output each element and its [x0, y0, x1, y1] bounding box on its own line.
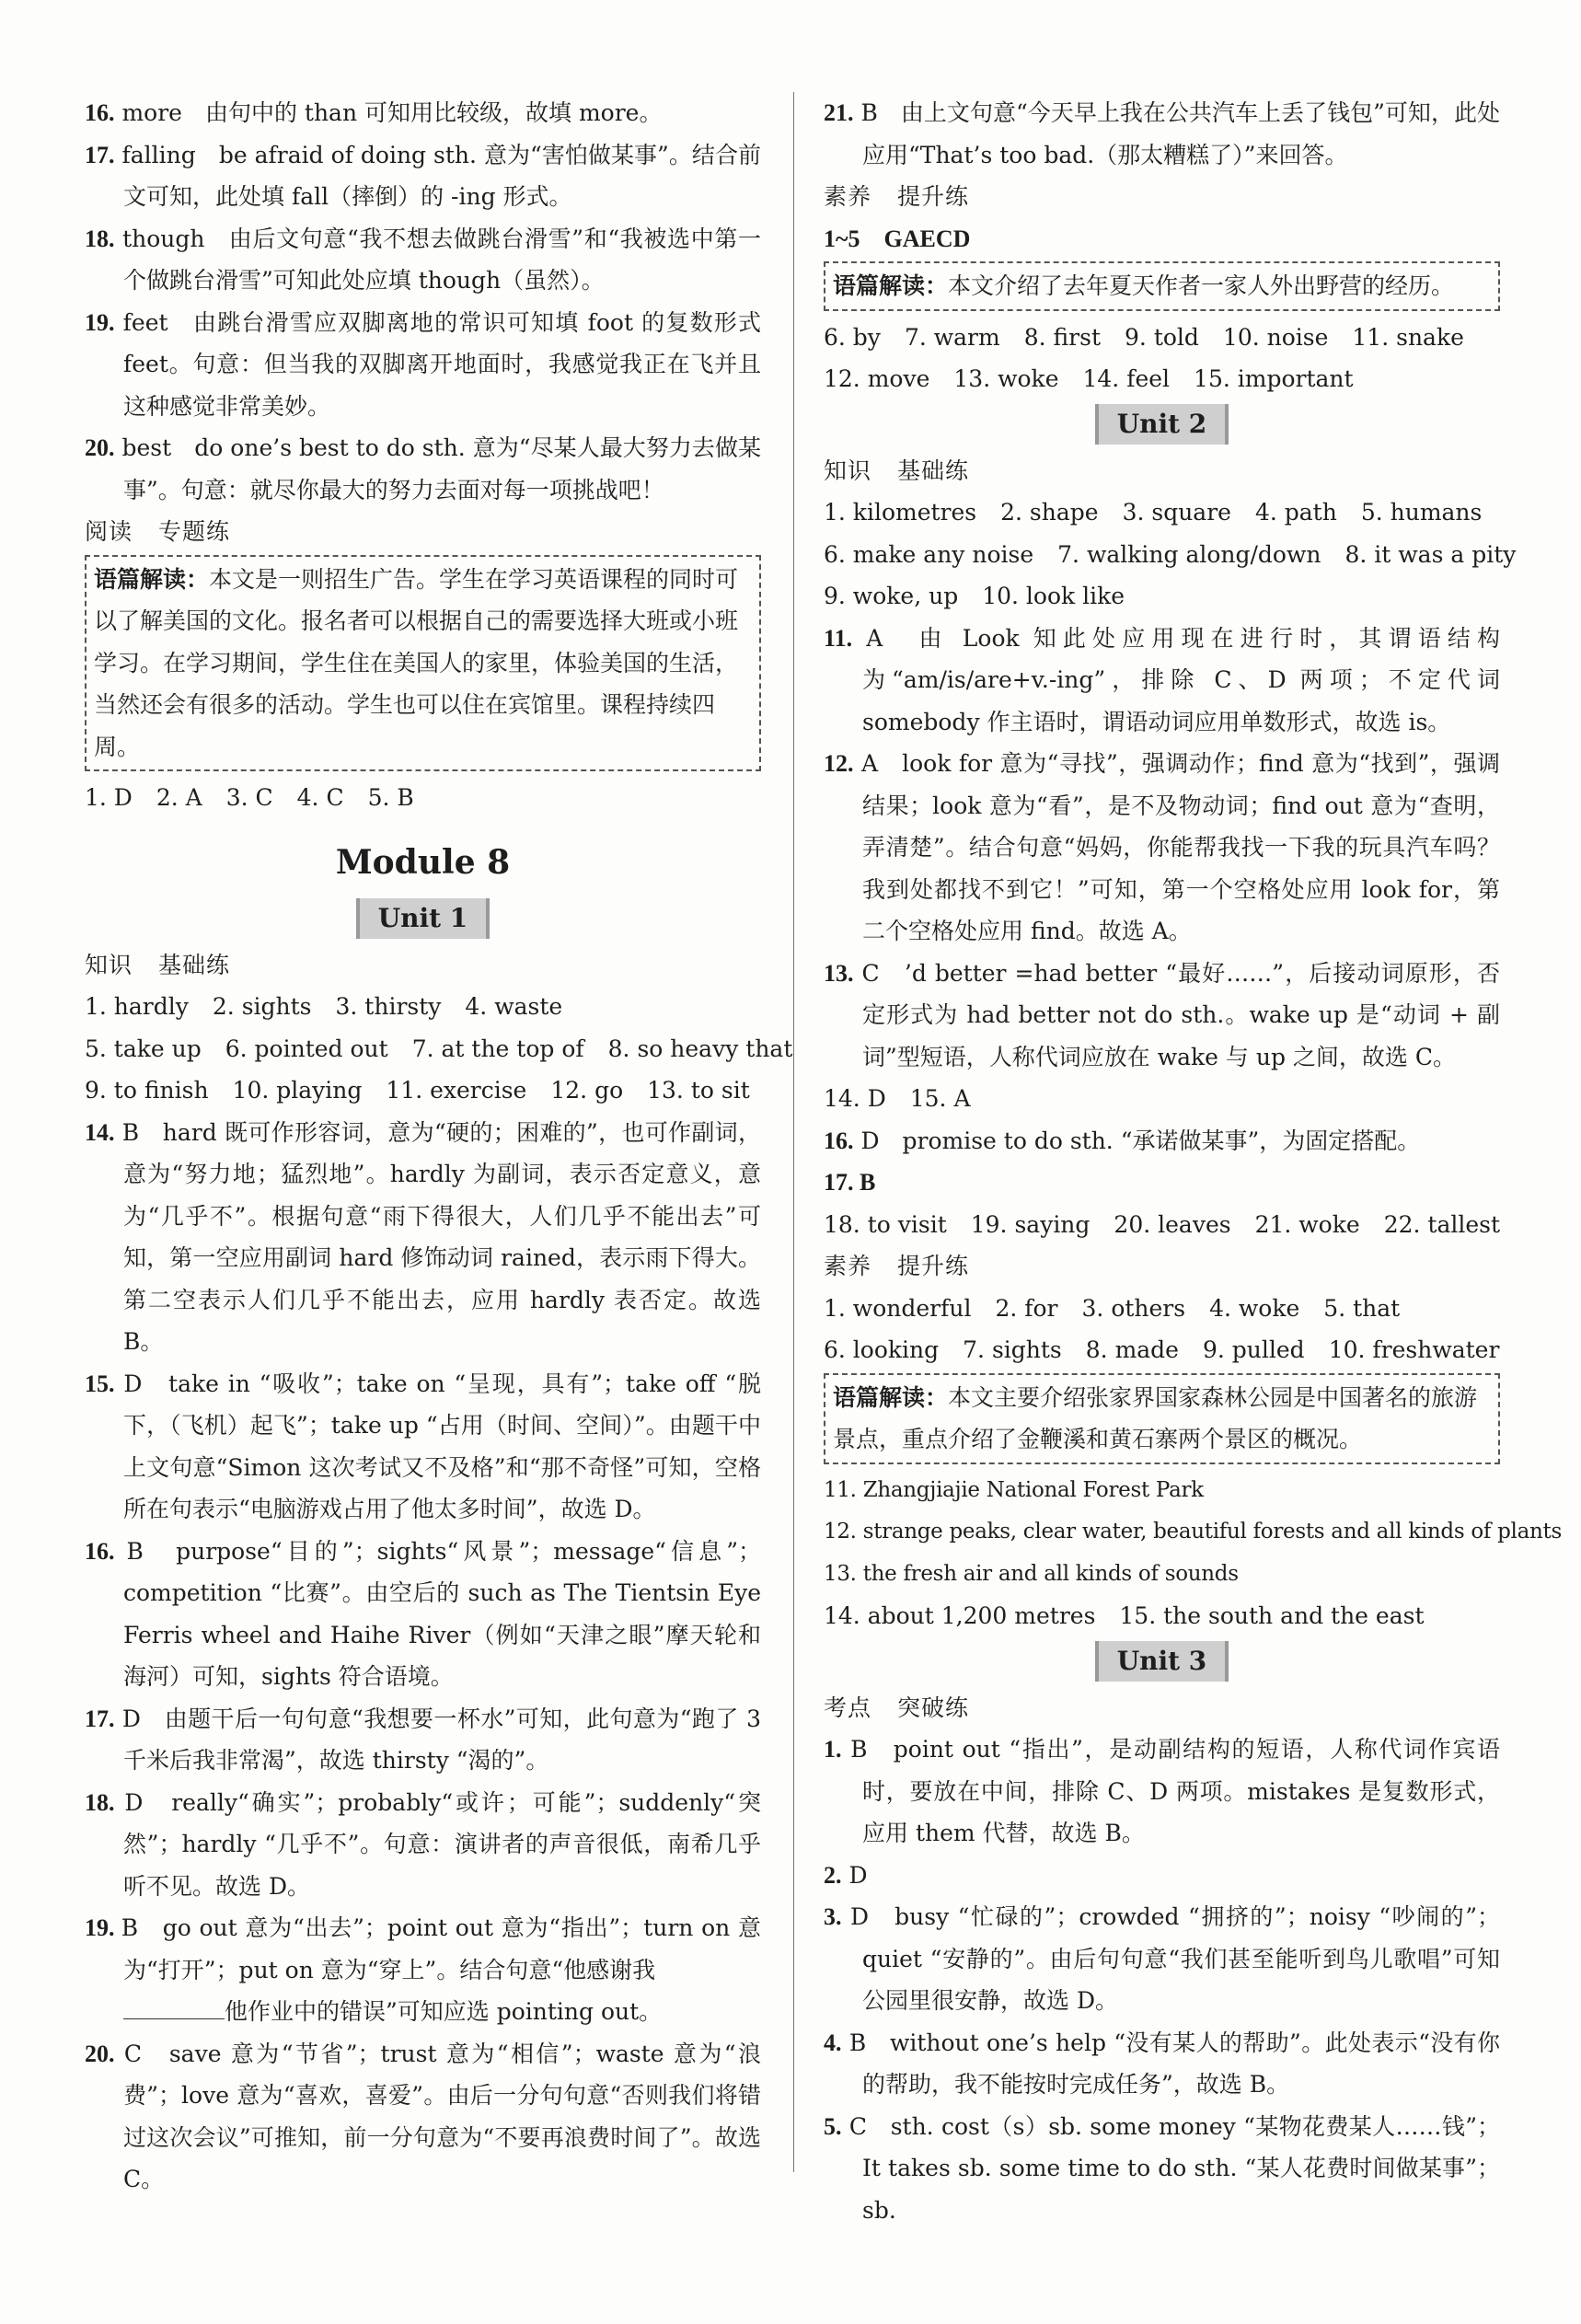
answer-line: 12. strange peaks, clear water, beautiful forests and all kinds of plants	[824, 1520, 1562, 1544]
answer-line	[824, 1078, 1500, 1120]
answer-entry: 5. humans	[1360, 499, 1483, 526]
right-column	[824, 92, 1562, 2231]
column-divider	[793, 92, 794, 2172]
answer-entry: 9. to finish	[85, 1077, 209, 1104]
passage-analysis-box: 语篇解读：本文主要介绍张家界国家森林公园是中国著名的旅游景点，重点介绍了金鞭溪和黄石寨两个景区的概况。	[824, 1373, 1500, 1464]
answer-entry: 9. woke, up	[824, 583, 959, 609]
passage-analysis-box: 语篇解读：本文是一则招生广告。学生在学习英语课程的同时可以了解美国的文化。报名者可以根据自己的需要选择大班或小班学习。在学习期间，学生住在美国人的家里，体验美国的生活，当然还会有很多的活动。学生也可以住在宾馆里。课程持续四周。	[85, 555, 761, 772]
answer-item: 3. D busy “忙碌的”；crowded “拥挤的”；noisy “吵闹的”；quiet “安静的”。由后句句意“我们甚至能听到鸟儿歌唱”可知公园里很安静，故选 D。	[824, 1903, 1500, 2014]
answer-entry: 9. pulled	[1202, 1336, 1305, 1363]
answer-entry: 12. go	[550, 1077, 624, 1104]
section-heading-literacy: 素养 提升练	[824, 1253, 970, 1279]
answer-entry: 6. by	[824, 323, 881, 351]
answer-entry: 8. first	[1023, 323, 1102, 351]
answer-item: 19. feet 由跳台滑雪应双脚离地的常识可知填 foot 的复数形式 feet。句意：但当我的双脚离开地面时，我感觉我正在飞并且这种感觉非常美妙。	[85, 308, 762, 420]
answer-entry: 13. to sit	[647, 1077, 750, 1104]
answer-line: 13. the fresh air and all kinds of sounds	[824, 1561, 1239, 1586]
answer-line: 11. Zhangjiajie National Forest Park	[824, 1477, 1204, 1502]
answer-entry: 4. waste	[465, 993, 563, 1020]
left-column	[85, 92, 793, 2201]
answer-entry: 14. about 1,200 metres	[824, 1602, 1096, 1629]
answer-item: 17. D 由题干后一句句意“我想要一杯水”可知，此句意为“跑了 3 千米后我非常渴”，故选 thirsty “渴的”。	[85, 1705, 761, 1774]
answer-item: 21. B 由上文句意“今天早上我在公共汽车上丢了钱包”可知，此处应用“That’s too bad.（那太糟糕了）”来回答。	[824, 99, 1500, 168]
answer-entry: 8. it was a pity	[1344, 540, 1517, 568]
answer-item: 11. A 由 Look 知此处应用现在进行时，其谓语结构为“am/is/are+v.-ing”，排除 C、D 两项；不定代词 somebody 作主语时，谓语动词应用单数形式，故选 is。	[824, 624, 1500, 735]
section-heading-reading: 阅读 专题练	[85, 518, 231, 545]
fill-blank	[123, 1996, 225, 2019]
answer-entry: 6. make any noise	[824, 540, 1034, 568]
answer-entry: 7. at the top of	[411, 1035, 584, 1062]
answer-line	[85, 1028, 793, 1070]
answer-item: 17. falling be afraid of doing sth. 意为“害怕做某事”。结合前文可知，此处填 fall（摔倒）的 -ing 形式。	[85, 141, 761, 210]
answer-entry: 14. D	[824, 1085, 886, 1112]
answer-line	[824, 575, 1500, 618]
answer-entry: 7. sights	[963, 1336, 1062, 1363]
answer-item: 1. B point out “指出”，是动副结构的短语，人称代词作宾语时，要放在中间，排除 C、D 两项。mistakes 是复数形式，应用 them 代替，故选 B。	[824, 1736, 1500, 1846]
answer-entry: 22. tallest	[1383, 1210, 1501, 1238]
answer-entry: 19. saying	[970, 1210, 1091, 1238]
answer-line: 1~5 GAECD	[824, 225, 971, 252]
answer-entry: 10. noise	[1222, 323, 1329, 351]
answer-entry: 3. thirsty	[335, 993, 442, 1020]
answer-entry: 3. C	[225, 784, 273, 811]
answer-item: 12. A look for 意为“寻找”，强调动作；find 意为“找到”，强调结果；look 意为“看”，是不及物动词；find out 意为“查明，弄清楚”。结合句意“妈妈，你能帮我找一下我的玩具汽车吗？我到处都找不到它！”可知，第一个空格处应用 look for，第二个空格处应用 find。故选 A。	[824, 750, 1500, 944]
answer-entry: 2. sights	[212, 993, 312, 1020]
answer-entry: 18. to visit	[824, 1210, 947, 1238]
answer-item: 18. D really“确实”；probably“或许；可能”；suddenly“突然”；hardly “几乎不”。句意：演讲者的声音很低，南希几乎听不见。故选 D。	[85, 1788, 761, 1900]
answer-item: 19. B go out 意为“出去”；point out 意为“指出”；turn on 意为“打开”；put on 意为“穿上”。结合句意“他感谢我 他作业中的错误”可知应选 pointing out。	[85, 1914, 761, 2025]
section-heading-knowledge: 知识 基础练	[85, 951, 231, 978]
answer-line: 17. B	[824, 1169, 876, 1196]
answer-entry: 5. B	[367, 784, 414, 811]
answer-entry: 5. take up	[85, 1035, 202, 1062]
module-title: Module 8	[335, 842, 511, 882]
answer-line	[85, 777, 761, 819]
answer-entry: 2. shape	[1000, 499, 1099, 526]
answer-entry: 1. kilometres	[824, 499, 977, 526]
answer-entry: 11. exercise	[386, 1077, 527, 1104]
answer-item: 20. C save 意为“节省”；trust 意为“相信”；waste 意为“浪费”；love 意为“喜欢，喜爱”。由后一分句句意“否则我们将错过这次会议”可推知，前一分句意为“不要再浪费时间了”。故选 C。	[85, 2040, 761, 2192]
answer-entry: 6. pointed out	[225, 1035, 388, 1062]
answer-entry: 4. woke	[1209, 1294, 1300, 1322]
section-heading-exam-points: 考点 突破练	[824, 1694, 970, 1721]
answer-entry: 2. A	[156, 784, 202, 811]
answer-entry: 7. walking along/down	[1057, 540, 1321, 568]
answer-line	[824, 491, 1500, 534]
answer-entry: 15. important	[1194, 365, 1354, 392]
unit-title: Unit 2	[1095, 404, 1229, 445]
answer-line	[85, 1070, 761, 1112]
answer-line	[824, 317, 1500, 359]
answer-entry: 12. move	[824, 365, 930, 392]
answer-line	[824, 1204, 1500, 1246]
answer-item: 16. B purpose“目的”；sights“风景”；message“信息”；competition “比赛”。由空后的 such as The Tientsin Eye Ferris wheel and Haihe River（例如“天津之眼”摩天轮和海河）可知，sights 符合语境。	[85, 1537, 761, 1690]
answer-entry: 4. path	[1254, 499, 1337, 526]
answer-entry: 3. square	[1122, 499, 1231, 526]
unit-title: Unit 3	[1095, 1641, 1229, 1682]
answer-entry: 1. D	[85, 784, 133, 811]
section-heading-literacy: 素养 提升练	[824, 183, 970, 210]
answer-entry: 15. the south and the east	[1119, 1602, 1425, 1629]
answer-item: 5. C sth. cost（s）sb. some money “某物花费某人……钱”；It takes sb. some time to do sth. “某人花费时间做某事”；sb.	[824, 2112, 1500, 2224]
answer-entry: 13. woke	[953, 365, 1059, 392]
answer-line	[824, 1329, 1500, 1371]
answer-entry: 14. feel	[1082, 365, 1171, 392]
answer-line	[824, 1595, 1500, 1637]
answer-item: 18. though 由后文句意“我不想去做跳台滑雪”和“我被选中第一个做跳台滑雪”可知此处应填 though（虽然）。	[85, 225, 761, 294]
answer-entry: 10. playing	[232, 1077, 363, 1104]
answer-entry: 5. that	[1323, 1294, 1401, 1322]
answer-entry: 6. looking	[824, 1336, 940, 1363]
answer-entry: 8. made	[1085, 1336, 1179, 1363]
answer-entry: 10. freshwater	[1328, 1336, 1500, 1363]
answer-item: 16. more 由句中的 than 可知用比较级，故填 more。	[85, 99, 663, 126]
answer-entry: 8. so heavy that	[607, 1035, 793, 1062]
answer-item: 4. B without one’s help “没有某人的帮助”。此处表示“没有你的帮助，我不能按时完成任务”，故选 B。	[824, 2029, 1500, 2098]
answer-entry: 9. told	[1125, 323, 1199, 351]
answer-item: 15. D take in “吸收”；take on “呈现，具有”；take off “脱下，（飞机）起飞”；take up “占用（时间、空间）”。由题干中上文句意“Simon 这次考试又不及格”和“那不奇怪”可知，空格所在句表示“电脑游戏占用了他太多时间”，故选 D。	[85, 1370, 761, 1522]
answer-entry: 2. for	[995, 1294, 1058, 1322]
answer-line	[824, 534, 1517, 576]
answer-entry: 3. others	[1081, 1294, 1186, 1322]
answer-line	[824, 358, 1500, 400]
answer-entry: 15. A	[909, 1085, 971, 1112]
answer-entry: 20. leaves	[1114, 1210, 1231, 1238]
answer-line	[824, 1288, 1500, 1330]
unit-title: Unit 1	[356, 898, 490, 939]
answer-entry: 10. look like	[982, 583, 1125, 609]
answer-entry: 4. C	[296, 784, 344, 811]
answer-item: 2. D	[824, 1861, 868, 1889]
answer-line	[85, 986, 761, 1028]
passage-analysis-box: 语篇解读：本文介绍了去年夏天作者一家人外出野营的经历。	[824, 261, 1500, 311]
answer-entry: 7. warm	[904, 323, 1000, 351]
answer-entry: 1. wonderful	[824, 1294, 972, 1322]
answer-item: 14. B hard 既可作形容词，意为“硬的；困难的”，也可作副词，意为“努力地；猛烈地”。hardly 为副词，表示否定意义，意为“几乎不”。根据句意“雨下得很大，人们几乎不能出去”可知，第一空应用副词 hard 修饰动词 rained，表示雨下得大。第二空表示人们几乎不能出去，应用 hardly 表否定。故选 B。	[85, 1118, 762, 1355]
section-heading-knowledge: 知识 基础练	[824, 457, 970, 484]
answer-entry: 11. snake	[1352, 323, 1464, 351]
answer-item: 16. D promise to do sth. “承诺做某事”，为固定搭配。	[824, 1127, 1421, 1154]
answer-item: 13. C ’d better =had better “最好……”，后接动词原形，否定形式为 had better not do sth.。wake up 是“动词 + 副词”型短语，人称代词应放在 wake 与 up 之间，故选 C。	[824, 959, 1500, 1070]
answer-item: 20. best do one’s best to do sth. 意为“尽某人最大努力去做某事”。句意：就尽你最大的努力去面对每一项挑战吧！	[85, 434, 761, 503]
answer-entry: 21. woke	[1254, 1210, 1360, 1238]
answer-entry: 1. hardly	[85, 993, 189, 1020]
